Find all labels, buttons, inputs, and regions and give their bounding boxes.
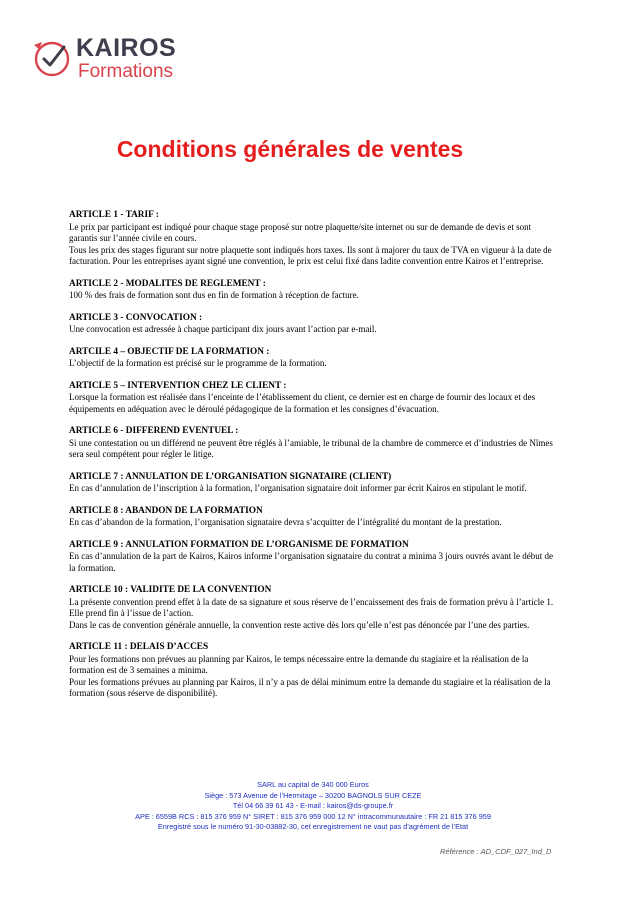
article-2 xyxy=(69,279,559,302)
article-text: Pour les formations prévues au planning par Kairos, il n’y a pas de délai minimum entre la demande du stagiaire et la réalisation de la formation (sous réserve de disponibilité). xyxy=(69,676,551,698)
footer-agreement: Enregistré sous le numéro 91-30-03882-30, cet enregistrement ne vaut pas d’agrément de l’Etat xyxy=(157,822,469,831)
articles-list xyxy=(69,210,559,711)
article-text: Elle prend fin à l’issue de l’action. xyxy=(69,608,194,618)
article-heading: ARTICLE 1 - TARIF : xyxy=(69,210,159,220)
article-text: En cas d’annulation de la part de Kairos, Kairos informe l’organisation signataire du contrat a minima 3 jours ouvrés avant le début de la formation. xyxy=(69,551,553,573)
article-11 xyxy=(69,642,559,700)
footer-contact: Tél 04 66 39 61 43 - E-mail : kairos@ds-groupe.fr xyxy=(232,801,394,810)
article-heading: ARTICLE 8 : ABANDON DE LA FORMATION xyxy=(69,505,263,516)
article-text: Pour les formations non prévues au planning par Kairos, le temps nécessaire entre la demande du stagiaire et la réalisation de la formation est de 3 semaines a minima. xyxy=(69,653,529,675)
article-text: L’objectif de la formation est précisé sur le programme de la formation. xyxy=(69,358,327,368)
logo-brand-subtitle: Formations xyxy=(78,61,174,82)
article-text: Le prix par participant est indiqué pour chaque stage proposé sur notre plaquette/site internet ou sur de demande de devis et sont garantis sur l’année civile en cours. xyxy=(69,221,532,243)
article-heading: ARTICLE 6 - DIFFEREND EVENTUEL : xyxy=(69,426,239,436)
article-3 xyxy=(69,313,559,336)
article-4 xyxy=(69,347,559,370)
document-reference: Référence : AD_CDF_027_Ind_D xyxy=(440,847,552,856)
article-10 xyxy=(69,585,559,631)
logo-icon xyxy=(33,34,77,80)
article-heading: ARTICLE 9 : ANNULATION FORMATION DE L’ORGANISME DE FORMATION xyxy=(69,539,409,550)
article-text: Si une contestation ou un différend ne peuvent être réglés à l’amiable, le tribunal de la chambre de commerce et d’industries de Nîmes sera seul compétent pour régler le litige. xyxy=(69,437,553,459)
article-text: En cas d’abandon de la formation, l’organisation signataire devra s’acquitter de l’intégralité du montant de la prestation. xyxy=(69,517,502,527)
article-heading: ARTICLE 3 - CONVOCATION : xyxy=(69,312,203,323)
article-heading: ARTICLE 2 - MODALITES DE REGLEMENT : xyxy=(69,278,266,289)
footer-address: Siège : 573 Avenue de l’Hermitage – 30200 BAGNOLS SUR CEZE xyxy=(204,790,422,800)
article-heading: ARTICLE 10 : VALIDITE DE LA CONVENTION xyxy=(69,585,272,595)
page-title: Conditions générales de ventes xyxy=(116,136,464,162)
article-text: Dans le cas de convention générale annuelle, la convention reste active dès lors qu’elle n’est pas dénoncée par l’une des parties. xyxy=(69,619,530,630)
logo-brand-name: KAIROS xyxy=(76,34,177,62)
article-8 xyxy=(69,506,559,529)
article-text: Lorsque la formation est réalisée dans l’enceinte de l’établissement du client, ce dernier est en charge de fournir des locaux et des équipements en adéquation avec le déroulé pédagogique de la formation et les consignes d’évacuation. xyxy=(69,392,536,414)
article-text: Tous les prix des stages figurant sur notre plaquette sont indiqués hors taxes. Ils sont à majorer du taux de TVA en vigueur à la date de facturation. Pour les entreprises ayant signé une convention, le prix est celui fixé dans ladite convention entre Kairos et l’entreprise. xyxy=(69,244,552,266)
company-footer xyxy=(0,780,626,833)
kairos-logo xyxy=(33,34,203,84)
article-6 xyxy=(69,426,559,461)
footer-capital: SARL au capital de 340 000 Euros xyxy=(257,780,369,789)
article-text: Une convocation est adressée à chaque participant dix jours avant l’action par e-mail. xyxy=(69,324,377,334)
article-1 xyxy=(69,210,559,268)
article-text: La présente convention prend effet à la date de sa signature et sous réserve de l’encaissement des frais de formation prévu à l’article 1. xyxy=(69,596,554,607)
footer-registration: APE : 6559B RCS : 815 376 959 N° SIRET : 815 376 959 000 12 N° intracommunautaire : FR 21 815 376 959 xyxy=(135,811,491,821)
article-5 xyxy=(69,381,559,416)
article-9 xyxy=(69,540,559,575)
article-heading: ARTCILE 4 – OBJECTIF DE LA FORMATION : xyxy=(69,346,270,357)
article-heading: ARTICLE 11 : DELAIS D’ACCES xyxy=(69,642,209,652)
article-text: 100 % des frais de formation sont dus en fin de formation à réception de facture. xyxy=(69,290,359,300)
article-text: En cas d’annulation de l’inscription à la formation, l’organisation signataire doit informer par écrit Kairos en stipulant le motif. xyxy=(69,483,527,493)
article-heading: ARTICLE 7 : ANNULATION DE L’ORGANISATION SIGNATAIRE (CLIENT) xyxy=(69,471,392,482)
article-heading: ARTICLE 5 – INTERVENTION CHEZ LE CLIENT : xyxy=(69,380,287,391)
article-7 xyxy=(69,472,559,495)
